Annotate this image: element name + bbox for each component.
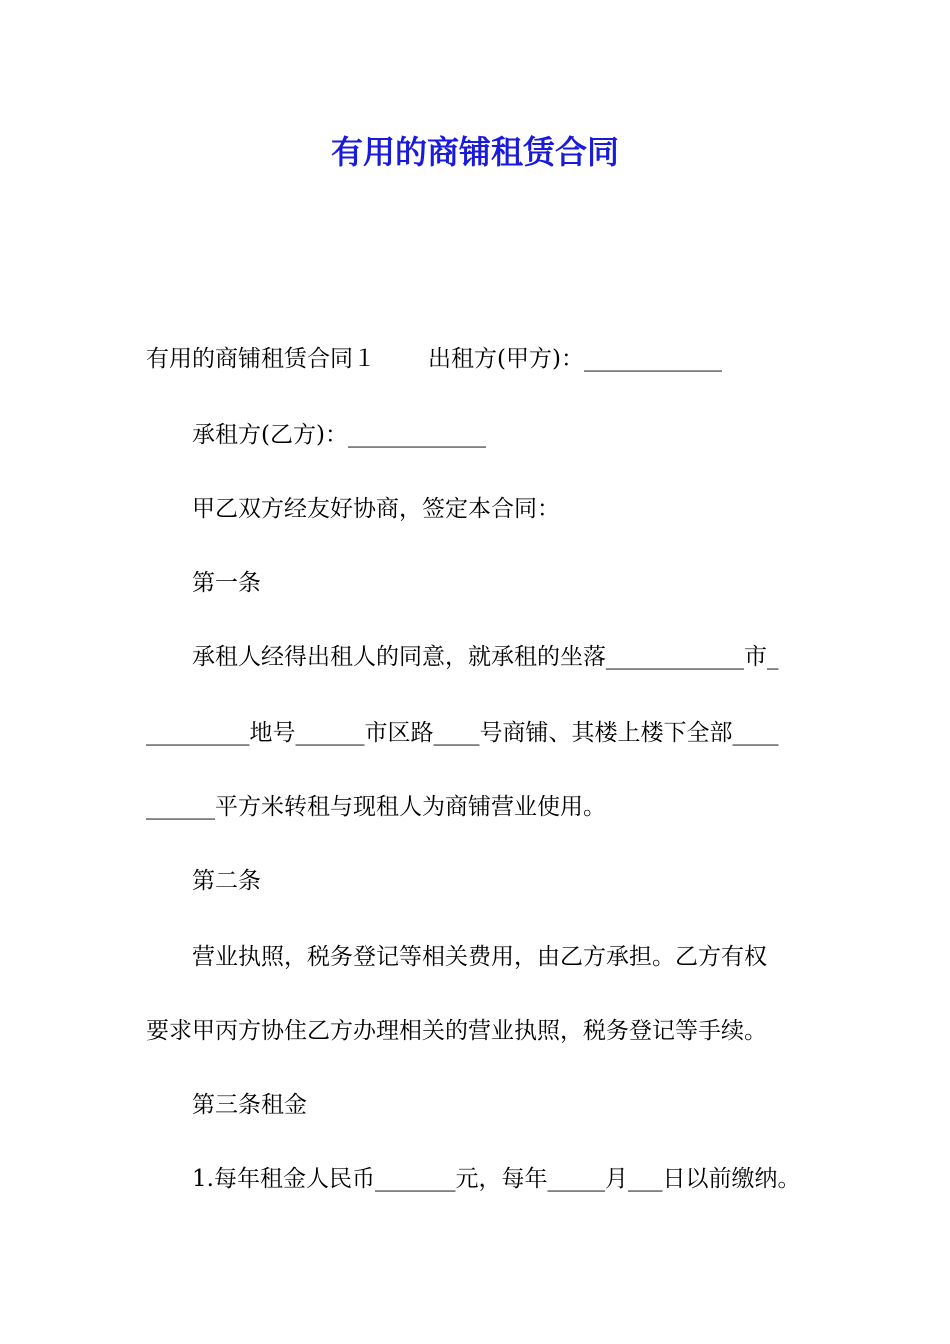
- lessee-field: 承租方(乙方)：____________: [192, 422, 486, 448]
- lessor-field: 出租方(甲方)：____________: [428, 346, 722, 372]
- article-3-heading: 第三条租金: [192, 1092, 307, 1118]
- article-1-text-line-2: _________地号______市区路____号商铺、其楼上楼下全部____: [146, 720, 779, 746]
- paragraph-intro: 甲乙双方经友好协商，签定本合同：: [192, 496, 560, 522]
- article-3-text-line-1: 1.每年租金人民币_______元，每年_____月___日以前缴纳。: [192, 1166, 801, 1192]
- article-1-text-line-1: 承租人经得出租人的同意，就承租的坐落____________市_: [192, 644, 779, 670]
- article-2-text-line-2: 要求甲丙方协住乙方办理相关的营业执照，税务登记等手续。: [146, 1018, 767, 1044]
- document-title: 有用的商铺租赁合同: [330, 133, 619, 171]
- paragraph-line-1: [146, 342, 722, 376]
- article-1-text-line-3: ______平方米转租与现租人为商铺营业使用。: [146, 794, 606, 820]
- article-2-text-line-1: 营业执照，税务登记等相关费用，由乙方承担。乙方有权: [192, 944, 767, 970]
- article-2-heading: 第二条: [192, 868, 261, 894]
- contract-subtitle: 有用的商铺租赁合同１: [146, 346, 376, 372]
- article-1-heading: 第一条: [192, 570, 261, 596]
